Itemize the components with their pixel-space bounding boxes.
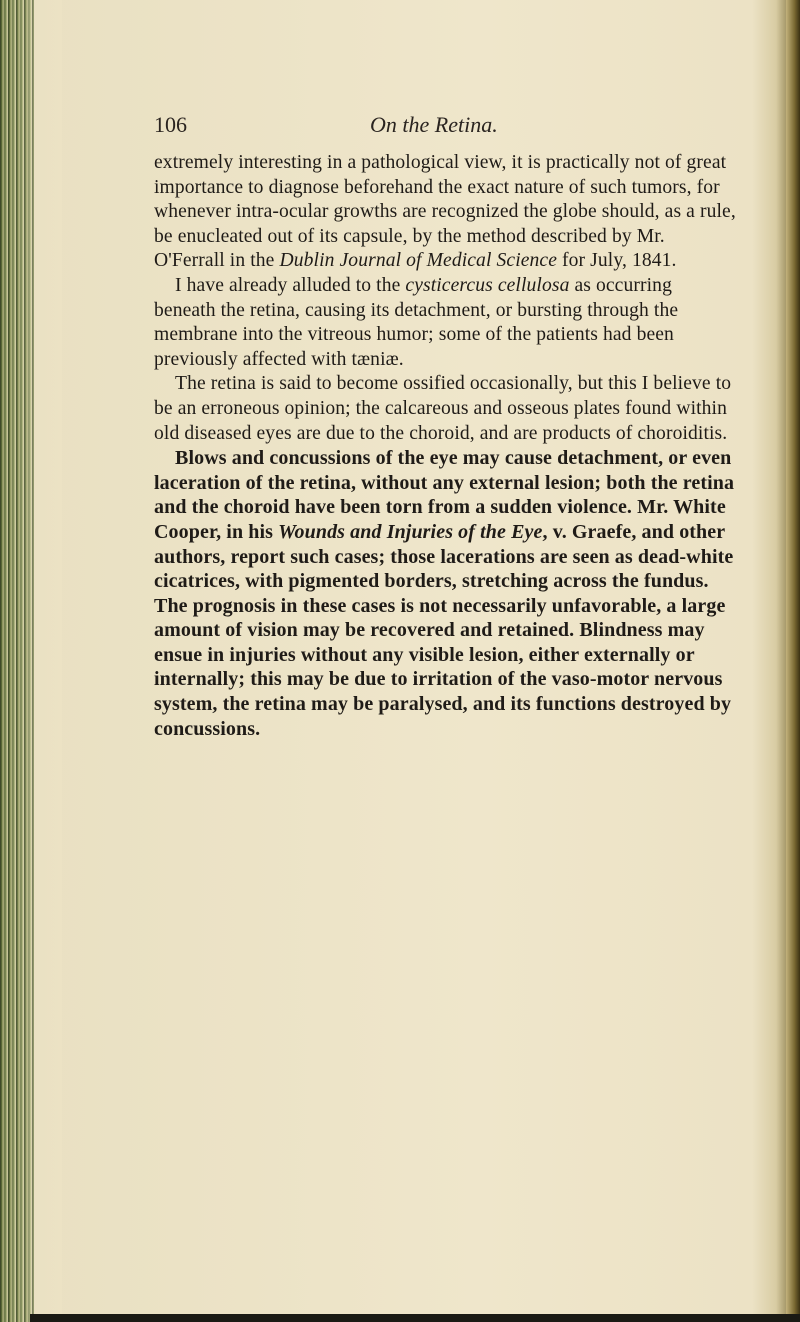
species-name: cysticercus cellulosa [405, 274, 570, 296]
text-run: The retina is said to become ossified occasionally, but this I believe to be an erroneous opinion; the calcareous and osseous plates found within old diseased eyes are due to the choroid, and are products of choroiditis. [154, 373, 732, 444]
paragraph-tumors [154, 151, 736, 274]
page-number: 106 [154, 112, 187, 137]
page-fore-edge [786, 0, 800, 1322]
paragraph-blows [154, 446, 736, 741]
book-title: Wounds and Injuries of the Eye [278, 520, 543, 543]
text-run: extremely interesting in a pathological view, it is practically not of great importance to diagnose beforehand the exact nature of such tumors, for whenever intra-ocular growths are recognized the globe should, as a rule, be enucleated out of its capsule, by the method described by Mr. O'Ferrall in the [154, 152, 736, 272]
body-text [154, 151, 736, 741]
spine-shadow [22, 0, 62, 1322]
running-title: On the Retina. [370, 112, 498, 137]
text-run: I have already alluded to the [175, 274, 406, 296]
page-bottom-edge [30, 1314, 800, 1322]
text-run: as occurring beneath the retina, causing its detachment, or bursting through the membrane into the vitreous humor; some of the patients had been previously affected with tæniæ. [154, 274, 679, 370]
text-run: for July, 1841. [557, 250, 677, 272]
text-run: Blows and concussions of the eye may cause detachment, or even laceration of the retina, without any external lesion; both the retina and the choroid have been torn from a sudden violence. Mr. White Cooper, in his [154, 447, 735, 543]
journal-title: Dublin Journal of Medical Science [279, 250, 558, 272]
text-run: , v. Graefe, and other authors, report such cases; those lacerations are seen as dead-white cicatrices, with pigmented borders, stretching across the fundus. The prognosis in these cases is not necessarily unfavorable, a large amount of vision may be recovered and retained. Blindness may ensue in injuries without any visible lesion, either externally or internally; this may be due to irritation of the vaso-motor nervous system, the retina may be paralysed, and its functions destroyed by concussions. [154, 520, 734, 740]
paragraph-cysticercus [154, 274, 736, 372]
paragraph-ossification [154, 372, 736, 446]
running-header [154, 112, 714, 142]
